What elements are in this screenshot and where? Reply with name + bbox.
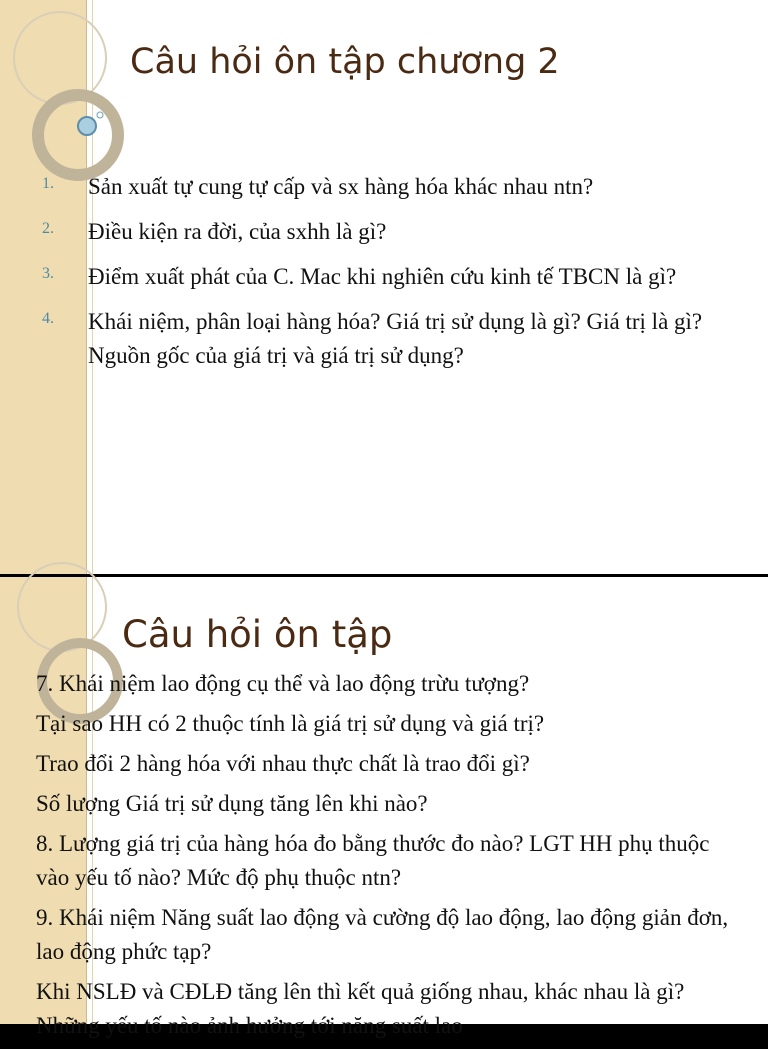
question-text: Khái niệm, phân loại hàng hóa? Giá trị sử dụng là gì? Giá trị là gì? Nguồn gốc của giá trị và giá trị sử dụng? xyxy=(88,309,703,368)
list-item xyxy=(42,170,742,204)
question-number: 2. xyxy=(42,220,54,237)
question-text: Điểm xuất phát của C. Mac khi nghiên cứu kinh tế TBCN là gì? xyxy=(88,264,677,289)
question-list xyxy=(42,170,742,384)
question-text: Sản xuất tự cung tự cấp và sx hàng hóa khác nhau ntn? xyxy=(88,174,594,199)
question-paragraph: Trao đổi 2 hàng hóa với nhau thực chất là trao đổi gì? xyxy=(36,751,530,776)
question-paragraph: Khi NSLĐ và CĐLĐ tăng lên thì kết quả giống nhau, khác nhau là gì? Những yếu tố nào ảnh hưởng tới năng suất lao xyxy=(36,979,685,1038)
page-title: Câu hỏi ôn tập chương 2 xyxy=(130,42,560,82)
question-number: 1. xyxy=(42,175,54,192)
list-item xyxy=(42,215,742,249)
question-paragraph: 7. Khái niệm lao động cụ thể và lao động trừu tượng? xyxy=(36,671,530,696)
question-paragraph: Tại sao HH có 2 thuộc tính là giá trị sử dụng và giá trị? xyxy=(36,711,545,736)
question-paragraphs xyxy=(36,667,748,1049)
question-paragraph: 8. Lượng giá trị của hàng hóa đo bằng thước đo nào? LGT HH phụ thuộc vào yếu tố nào? Mức độ phụ thuộc ntn? xyxy=(36,831,710,890)
slide-2 xyxy=(0,577,768,1038)
question-paragraph: Số lượng Giá trị sử dụng tăng lên khi nào? xyxy=(36,791,428,816)
list-item xyxy=(42,305,742,373)
question-number: 4. xyxy=(42,310,54,327)
page-title: Câu hỏi ôn tập xyxy=(122,613,393,656)
question-paragraph: 9. Khái niệm Năng suất lao động và cường độ lao động, lao động giản đơn, lao động phức tạp? xyxy=(36,905,729,964)
question-text: Điều kiện ra đời, của sxhh là gì? xyxy=(88,219,387,244)
question-number: 3. xyxy=(42,265,54,282)
list-item xyxy=(42,260,742,294)
